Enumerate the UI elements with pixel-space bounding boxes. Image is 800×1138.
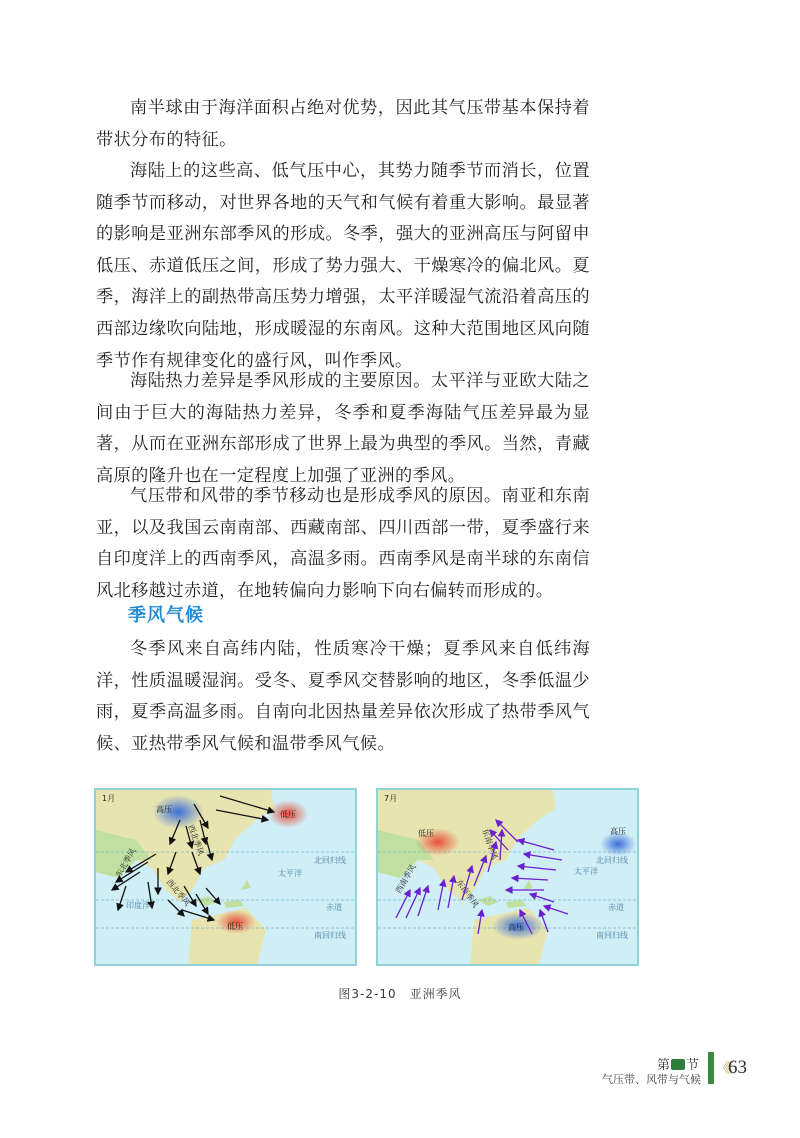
wind-label: 西北季风 (186, 823, 206, 857)
islands (478, 880, 533, 908)
paragraph-belt-movement: 气压带和风带的季节移动也是形成季风的原因。南亚和东南亚，以及我国云南南部、西藏南部、四川西部一带，夏季盛行来自印度洋上的西南季风，高温多雨。西南季风是南半球的东南信风北移越过赤道，在地转偏向力影响下向右偏转而形成的。 (96, 486, 590, 601)
sea-label: 南回归线 (596, 931, 628, 940)
footer-divider (708, 1052, 714, 1084)
chevron-left-icon: 《《 (716, 1061, 731, 1077)
paragraph-monsoon-climate: 冬季风来自高纬内陆，性质寒冷干燥；夏季风来自低纬海洋，性质温暖湿润。受冬、夏季风交替影响的地区，冬季低温少雨，夏季高温多雨。自南向北因热量差异依次形成了热带季风气候、亚热带季风气候和温带季风气候。 (96, 639, 590, 754)
figure-caption: 图3-2-10 亚洲季风 (338, 987, 462, 1001)
pressure-label: 低压 (227, 922, 243, 931)
section-suffix: 节 (685, 1058, 699, 1073)
wind-label: 东南季风 (480, 827, 500, 861)
sea-label: 北回归线 (314, 856, 346, 865)
wind-label: 东南季风 (454, 877, 481, 910)
wind-label: 西南季风 (393, 862, 418, 895)
sea-label: 南回归线 (314, 931, 346, 940)
january-map-graphic (96, 790, 357, 966)
sea-label: 赤道 (326, 903, 342, 912)
sea-label: 北回归线 (596, 856, 628, 865)
islands (196, 880, 251, 908)
july-monsoon-map (376, 788, 639, 966)
sea-label: 太平洋 (574, 867, 598, 876)
month-label: 1月 (102, 794, 116, 803)
january-monsoon-map (94, 788, 357, 966)
paragraph-pressure-centers: 海陆上的这些高、低气压中心，其势力随季节而消长，位置随季节而移动，对世界各地的天气和气候有着重大影响。最显著的影响是亚洲东部季风的形成。冬季，强大的亚洲高压与阿留申低压、赤道低压之间，形成了势力强大、干燥寒冷的偏北风。夏季，海洋上的副热带高压势力增强，太平洋暖湿气流沿着高压的西部边缘吹向陆地，形成暖湿的东南风。这种大范围地区风向随季节作有规律变化的盛行风，叫作季风。 (96, 161, 590, 371)
sea-label: 太平洋 (278, 869, 302, 878)
july-map-graphic (378, 790, 639, 966)
paragraph-southern-pressure-belts: 南半球由于海洋面积占绝对优势，因此其气压带基本保持着带状分布的特征。 (96, 98, 590, 150)
paragraph-land-sea-thermal: 海陆热力差异是季风形成的主要原因。太平洋与亚欧大陆之间由于巨大的海陆热力差异，冬季和夏季海陆气压差异最为显著，从而在亚洲东部形成了世界上最为典型的季风。当然，青藏高原的隆升也在一定程度上加强了亚洲的季风。 (96, 371, 590, 486)
wind-label: 西北季风 (164, 877, 192, 908)
section-heading-monsoon-climate: 季风气候 (128, 605, 204, 626)
pressure-label: 高压 (610, 827, 626, 836)
pressure-label: 低压 (280, 810, 296, 819)
sea-label: 印度洋 (126, 901, 150, 910)
section-prefix: 第 (656, 1058, 670, 1073)
sea-label: 赤道 (608, 903, 624, 912)
page-number: 63 (728, 1057, 747, 1078)
month-label: 7月 (384, 794, 398, 803)
pressure-label: 高压 (156, 805, 172, 814)
section-number-mark (671, 1059, 685, 1070)
wind-label: 东北季风 (113, 846, 138, 879)
footer-section-title: 气压带、风带与气候 (602, 1073, 701, 1086)
pressure-label: 高压 (508, 923, 524, 932)
pressure-label: 低压 (418, 829, 434, 838)
